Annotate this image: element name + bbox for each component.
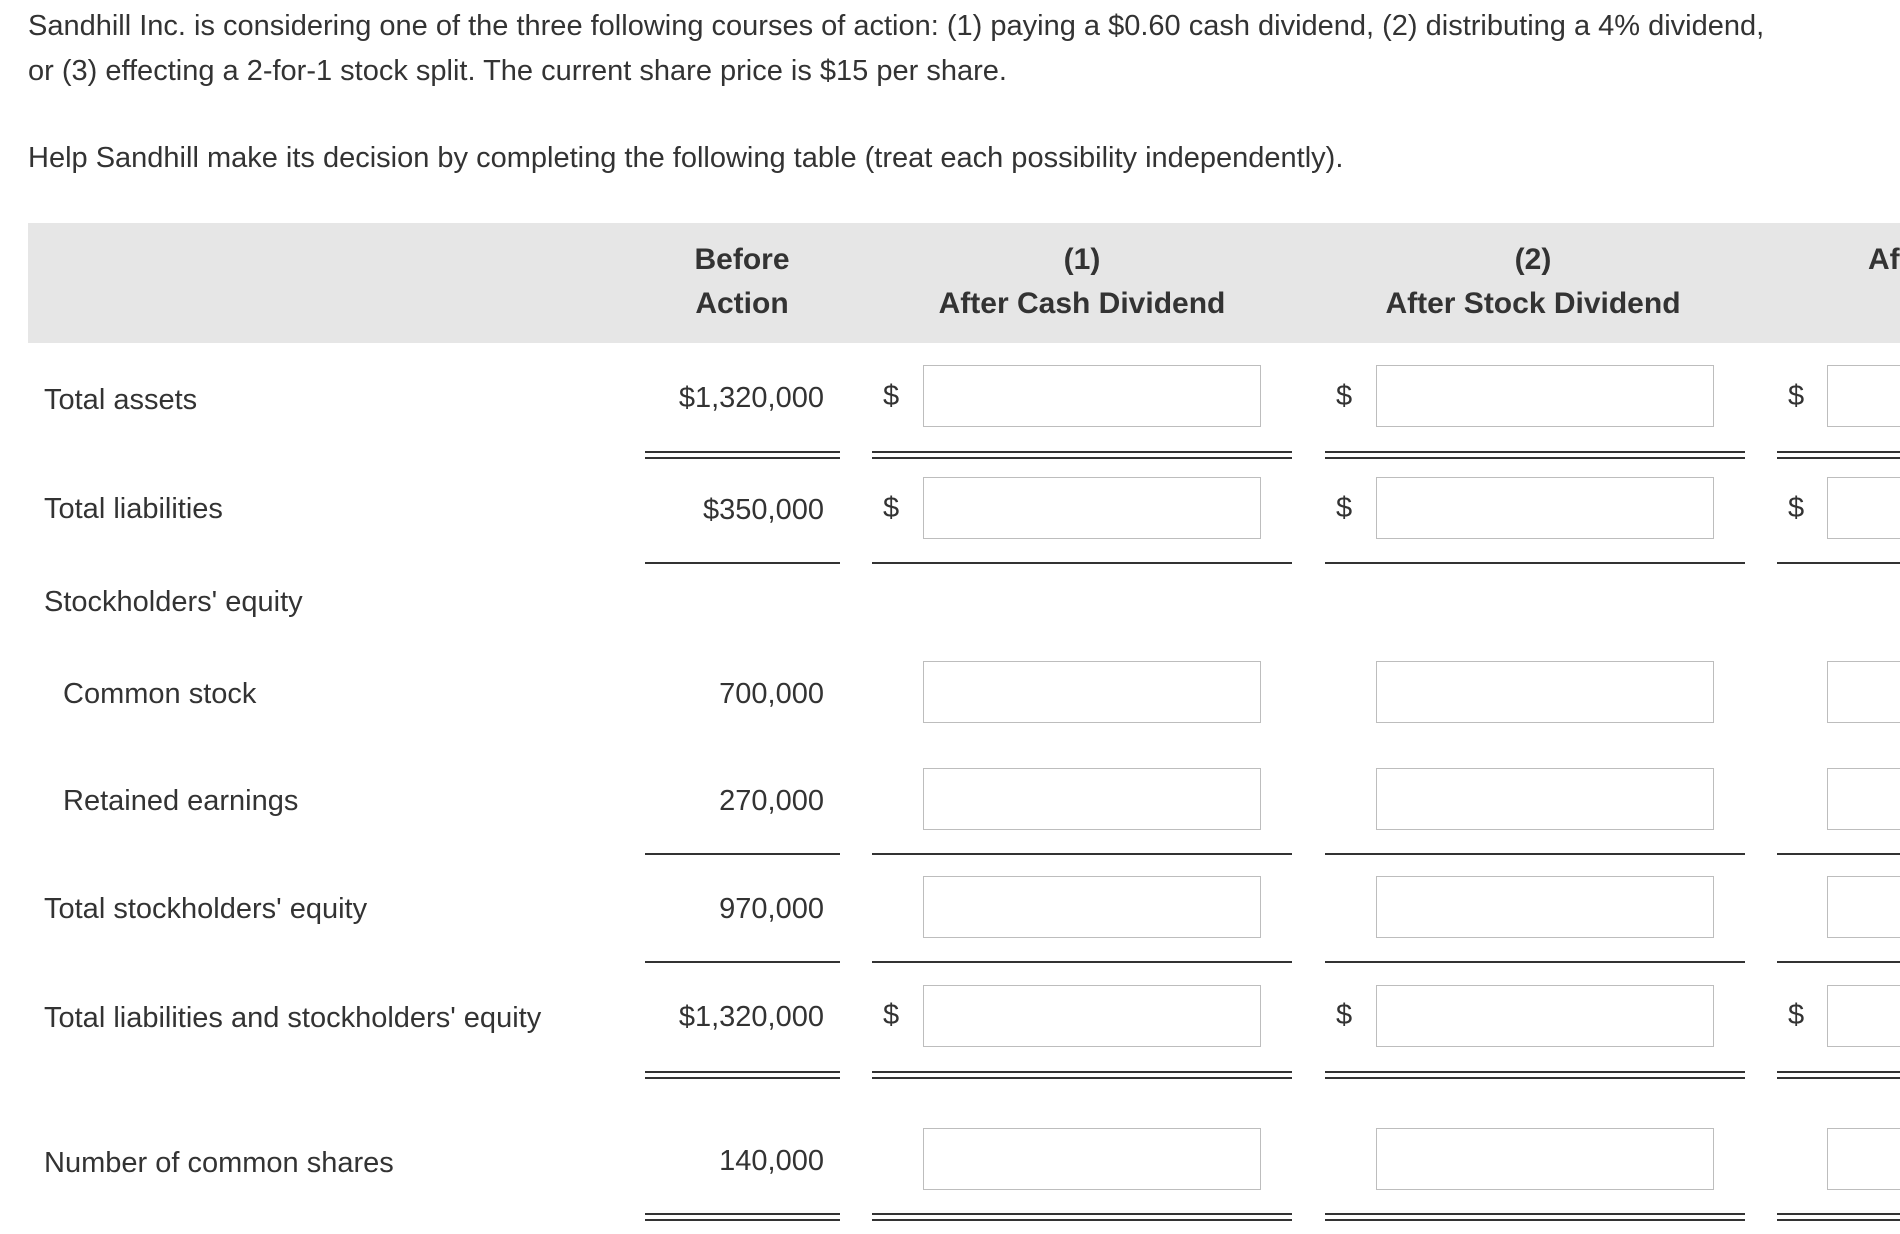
single-rule xyxy=(872,853,1292,855)
row-label-retained-earnings: Retained earnings xyxy=(63,785,299,817)
single-rule xyxy=(645,562,840,564)
double-rule xyxy=(1777,1071,1900,1079)
row-label-total-liabilities-and-equity: Total liabilities and stockholders' equity xyxy=(44,1002,542,1034)
double-rule xyxy=(645,1213,840,1221)
column-header-after-stock-dividend: (2) After Stock Dividend xyxy=(1385,243,1681,320)
single-rule xyxy=(645,961,840,963)
column-header-after-cash-dividend: (1) After Cash Dividend xyxy=(938,243,1226,320)
input-retained-earnings-split[interactable] xyxy=(1827,768,1900,830)
intro-line-1: Sandhill Inc. is considering one of the three following courses of action: (1) paying a $0.60 cash dividend, (2) distributing a 4% dividend, xyxy=(28,10,1765,42)
single-rule xyxy=(1325,961,1745,963)
dollar-sign: $ xyxy=(883,999,900,1031)
double-rule xyxy=(1325,451,1745,459)
before-common-stock: 700,000 xyxy=(719,678,824,710)
dollar-sign: $ xyxy=(1788,999,1805,1031)
input-total-equity-cash[interactable] xyxy=(923,876,1261,938)
dollar-sign: $ xyxy=(1336,380,1353,412)
input-total-liab-equity-cash[interactable] xyxy=(923,985,1261,1047)
double-rule xyxy=(645,1071,840,1079)
before-total-stockholders-equity: 970,000 xyxy=(719,893,824,925)
row-label-total-assets: Total assets xyxy=(44,384,198,416)
double-rule xyxy=(1777,1213,1900,1221)
dollar-sign: $ xyxy=(883,492,900,524)
dollar-sign: $ xyxy=(1788,492,1805,524)
double-rule xyxy=(1325,1071,1745,1079)
input-retained-earnings-cash[interactable] xyxy=(923,768,1261,830)
input-total-liabilities-stock[interactable] xyxy=(1376,477,1714,539)
row-label-number-of-common-shares: Number of common shares xyxy=(44,1147,394,1179)
double-rule xyxy=(872,1213,1292,1221)
input-total-liabilities-split[interactable] xyxy=(1827,477,1900,539)
before-number-of-common-shares: 140,000 xyxy=(719,1145,824,1177)
single-rule xyxy=(1777,562,1900,564)
double-rule xyxy=(872,451,1292,459)
input-retained-earnings-stock[interactable] xyxy=(1376,768,1714,830)
input-common-stock-split[interactable] xyxy=(1827,661,1900,723)
single-rule xyxy=(872,562,1292,564)
before-retained-earnings: 270,000 xyxy=(719,785,824,817)
input-total-assets-cash[interactable] xyxy=(923,365,1261,427)
input-total-equity-stock[interactable] xyxy=(1376,876,1714,938)
input-common-shares-stock[interactable] xyxy=(1376,1128,1714,1190)
row-label-stockholders-equity: Stockholders' equity xyxy=(44,586,303,618)
row-label-total-liabilities: Total liabilities xyxy=(44,493,223,525)
single-rule xyxy=(1777,961,1900,963)
before-total-assets: $1,320,000 xyxy=(678,382,824,414)
column-header-before-action: Before Action xyxy=(694,243,790,320)
input-common-stock-cash[interactable] xyxy=(923,661,1261,723)
single-rule xyxy=(1325,562,1745,564)
input-total-assets-split[interactable] xyxy=(1827,365,1900,427)
input-total-liab-equity-split[interactable] xyxy=(1827,985,1900,1047)
dollar-sign: $ xyxy=(1788,380,1805,412)
input-common-shares-cash[interactable] xyxy=(923,1128,1261,1190)
intro-line-2: or (3) effecting a 2-for-1 stock split. The current share price is $15 per share. xyxy=(28,55,1007,87)
double-rule xyxy=(872,1071,1292,1079)
input-common-shares-split[interactable] xyxy=(1827,1128,1900,1190)
double-rule xyxy=(645,451,840,459)
single-rule xyxy=(1325,853,1745,855)
column-header-after-stock-split: Af xyxy=(1868,243,1900,276)
input-total-liab-equity-stock[interactable] xyxy=(1376,985,1714,1047)
dollar-sign: $ xyxy=(1336,999,1353,1031)
single-rule xyxy=(645,853,840,855)
input-common-stock-stock[interactable] xyxy=(1376,661,1714,723)
input-total-equity-split[interactable] xyxy=(1827,876,1900,938)
dollar-sign: $ xyxy=(883,380,900,412)
row-label-common-stock: Common stock xyxy=(63,678,257,710)
row-label-total-stockholders-equity: Total stockholders' equity xyxy=(44,893,368,925)
double-rule xyxy=(1325,1213,1745,1221)
dollar-sign: $ xyxy=(1336,492,1353,524)
single-rule xyxy=(872,961,1292,963)
before-total-liabilities-and-equity: $1,320,000 xyxy=(678,1001,824,1033)
question-intro xyxy=(28,4,1898,94)
input-total-liabilities-cash[interactable] xyxy=(923,477,1261,539)
before-total-liabilities: $350,000 xyxy=(703,494,824,526)
single-rule xyxy=(1777,853,1900,855)
instructions-text: Help Sandhill make its decision by completing the following table (treat each possibility independently). xyxy=(28,142,1344,174)
double-rule xyxy=(1777,451,1900,459)
input-total-assets-stock[interactable] xyxy=(1376,365,1714,427)
